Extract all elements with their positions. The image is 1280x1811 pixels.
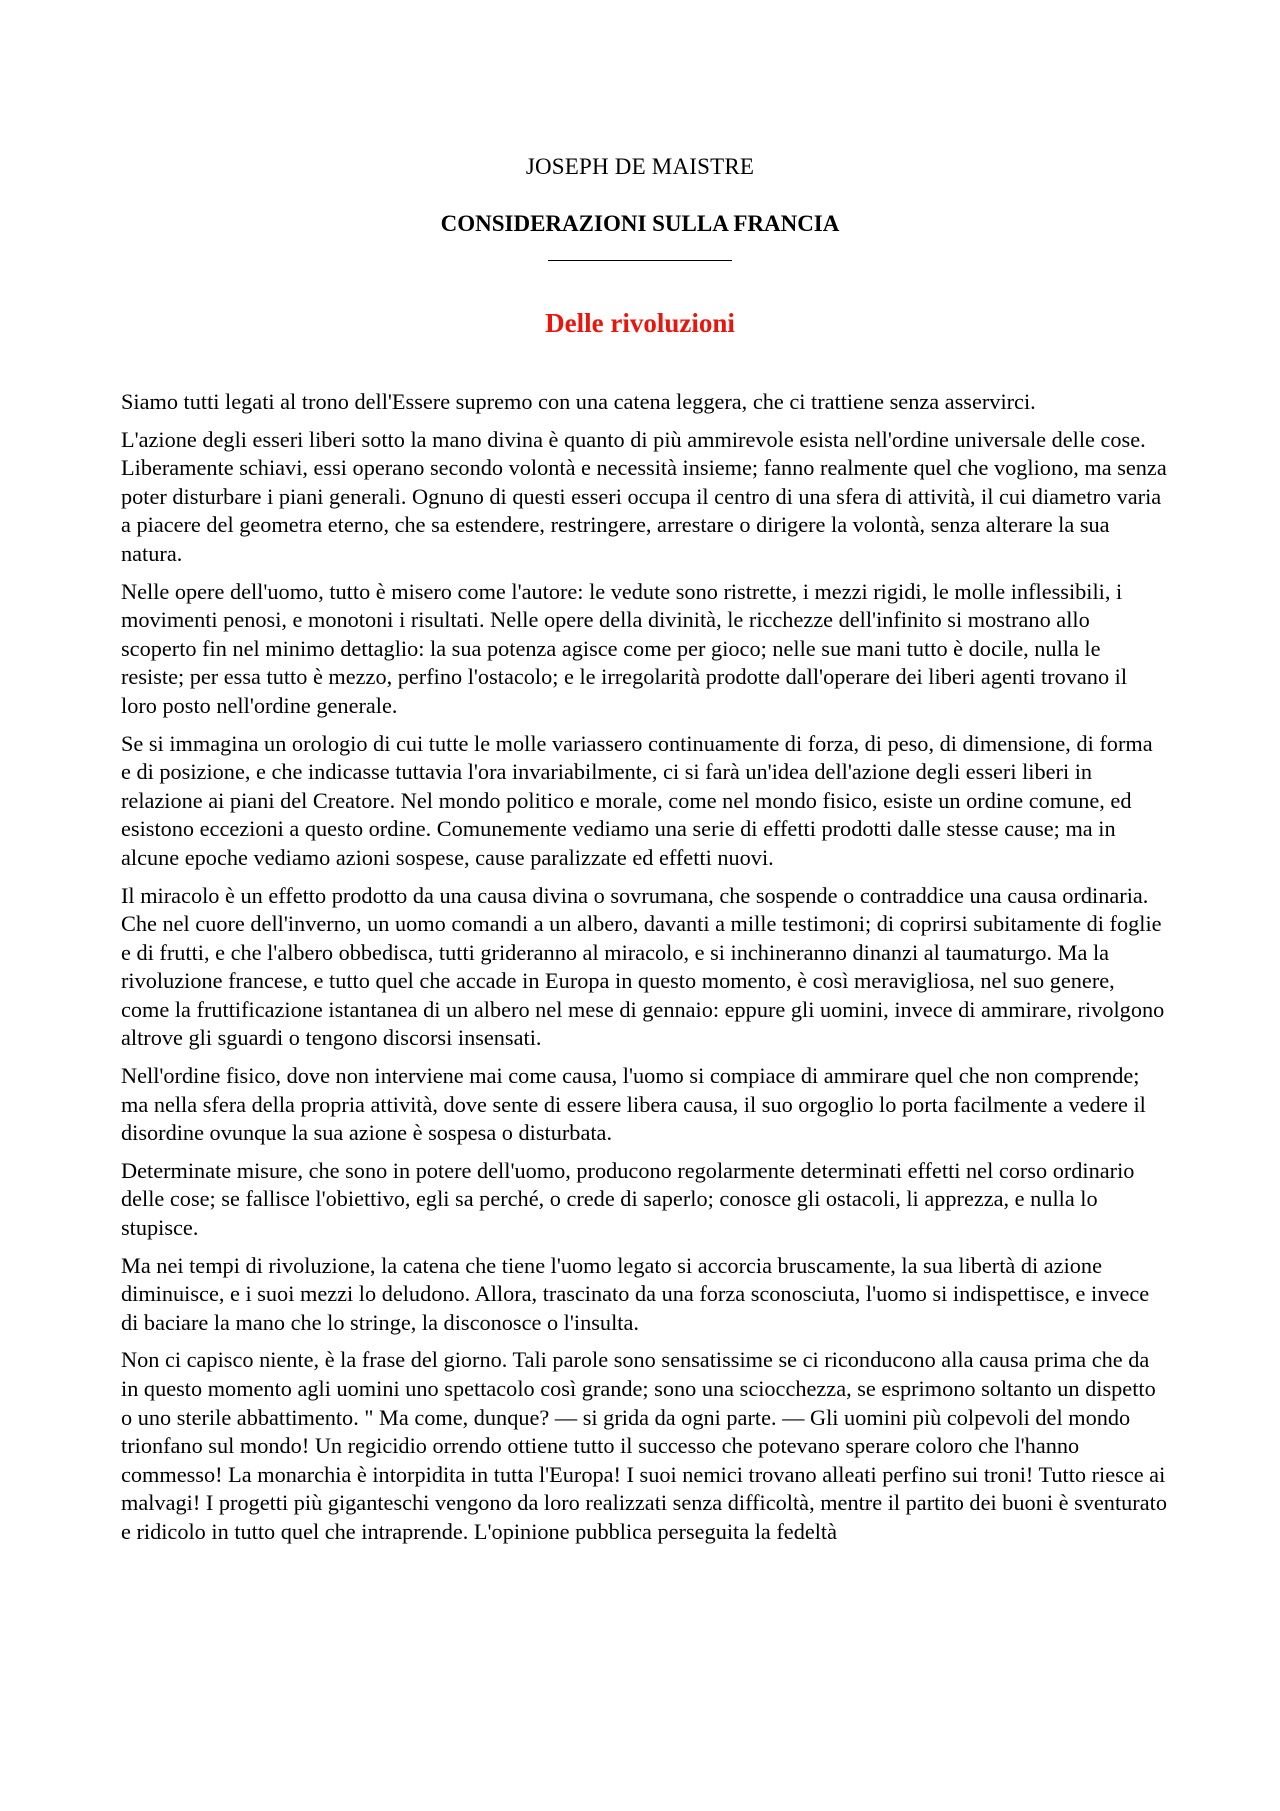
paragraph: Nelle opere dell'uomo, tutto è misero come l'autore: le vedute sono ristrette, i mezzi rigidi, le molle inflessibili, i movimenti penosi, e monotoni i risultati. Nelle opere della divinità, le ricchezze dell'infinito si mostrano allo scoperto fin nel minimo dettaglio: la sua potenza agisce come per gioco; nelle sue mani tutto è docile, nulla le resiste; per essa tutto è mezzo, perfino l'ostacolo; e le irregolarità prodotte dall'operare dei liberi agenti trovano il loro posto nell'ordine generale. <box>121 578 1128 718</box>
paragraph: Se si immagina un orologio di cui tutte le molle variassero continuamente di forza, di peso, di dimensione, di forma e di posizione, e che indicasse tuttavia l'ora invariabilmente, ci si farà un'idea dell'azione degli esseri liberi in relazione ai piani del Creatore. Nel mondo politico e morale, come nel mondo fisico, esiste un ordine comune, ed esistono eccezioni a questo ordine. Comunemente vediamo una serie di effetti prodotti dalle stesse cause; ma in alcune epoche vediamo azioni sospese, cause paralizzate ed effetti nuovi. <box>121 730 1153 870</box>
paragraph: Nell'ordine fisico, dove non interviene mai come causa, l'uomo si compiace di ammirare quel che non comprende; ma nella sfera della propria attività, dove sente di essere libera causa, il suo orgoglio lo porta facilmente a vedere il disordine ovunque la sua azione è sospesa o disturbata. <box>121 1063 1146 1146</box>
title-divider <box>548 260 732 261</box>
author-name: JOSEPH DE MAISTRE <box>525 154 755 179</box>
body-text <box>121 388 1167 1556</box>
paragraph: Ma nei tempi di rivoluzione, la catena che tiene l'uomo legato si accorcia bruscamente, la sua libertà di azione diminuisce, e i suoi mezzi lo deludono. Allora, trascinato da una forza sconosciuta, l'uomo si indispettisce, e invece di baciare la mano che lo stringe, la disconosce o l'insulta. <box>121 1252 1150 1335</box>
paragraph: L'azione degli esseri liberi sotto la mano divina è quanto di più ammirevole esista nell'ordine universale delle cose. Liberamente schiavi, essi operano secondo volontà e necessità insieme; fanno realmente quel che vogliono, ma senza poter disturbare i piani generali. Ognuno di questi esseri occupa il centro di una sfera di attività, il cui diametro varia a piacere del geometra eterno, che sa estendere, restringere, arrestare o dirigere la volontà, senza alterare la sua natura. <box>121 426 1167 566</box>
paragraph: Non ci capisco niente, è la frase del giorno. Tali parole sono sensatissime se ci riconducono alla causa prima che da in questo momento agli uomini uno spettacolo così grande; sono una sciocchezza, se esprimono soltanto un dispetto o uno sterile abbattimento. " Ma come, dunque? — si grida da ogni parte. — Gli uomini più colpevoli del mondo trionfano sul mondo! Un regicidio orrendo ottiene tutto il successo che potevano sperare coloro che l'hanno commesso! La monarchia è intorpidita in tutta l'Europa! I suoi nemici trovano alleati perfino sui troni! Tutto riesce ai malvagi! I progetti più giganteschi vengono da loro realizzati senza difficoltà, mentre il partito dei buoni è sventurato e ridicolo in tutto quel che intraprende. L'opinione pubblica perseguita la fedeltà <box>121 1347 1167 1544</box>
chapter-title: Delle rivoluzioni <box>545 308 735 338</box>
paragraph: Siamo tutti legati al trono dell'Essere supremo con una catena leggera, che ci trattiene senza asservirci. <box>121 389 1036 414</box>
paragraph: Determinate misure, che sono in potere dell'uomo, producono regolarmente determinati effetti nel corso ordinario delle cose; se fallisce l'obiettivo, egli sa perché, o crede di saperlo; conosce gli ostacoli, li apprezza, e nulla lo stupisce. <box>121 1157 1135 1241</box>
work-title: CONSIDERAZIONI SULLA FRANCIA <box>440 211 840 236</box>
paragraph: Il miracolo è un effetto prodotto da una causa divina o sovrumana, che sospende o contraddice una causa ordinaria. Che nel cuore dell'inverno, un uomo comandi a un albero, davanti a mille testimoni; di coprirsi subitamente di foglie e di frutti, e che l'albero obbedisca, tutti grideranno al miracolo, e si inchineranno dinanzi al taumaturgo. Ma la rivoluzione francese, e tutto quel che accade in Europa in questo momento, è così meravigliosa, nel suo genere, come la fruttificazione istantanea di un albero nel mese di gennaio: eppure gli uomini, invece di ammirare, rivolgono altrove gli sguardi o tengono discorsi insensati. <box>121 882 1165 1051</box>
